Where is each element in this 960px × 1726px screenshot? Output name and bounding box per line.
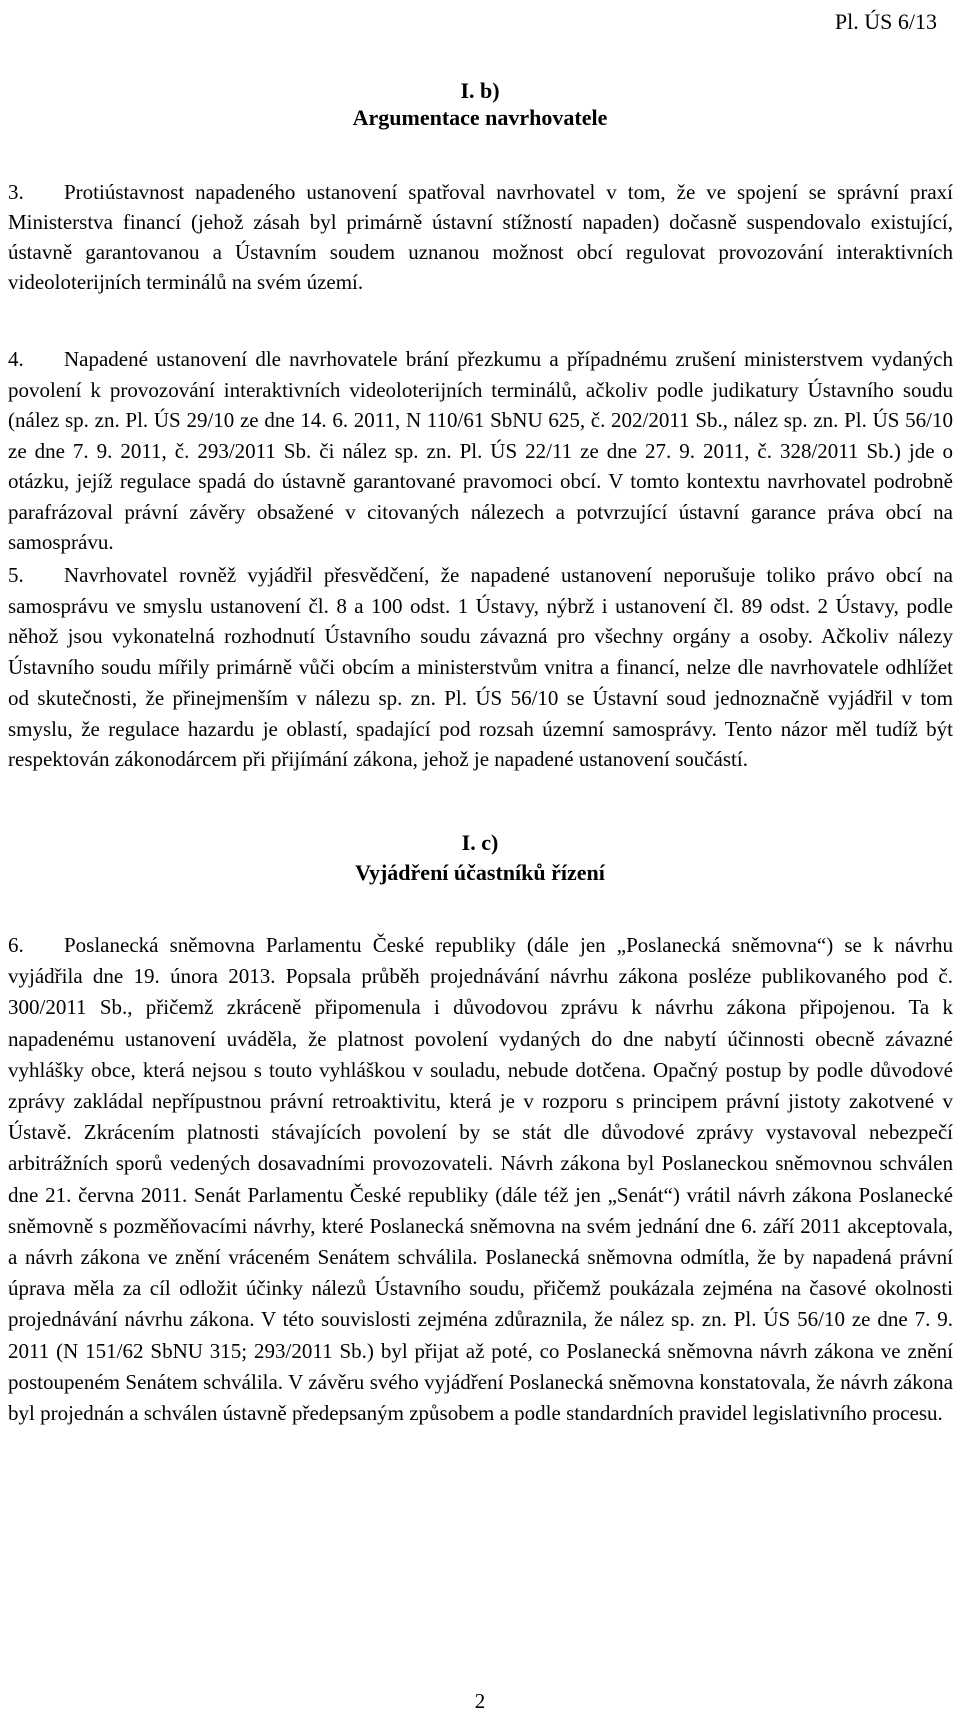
paragraph-number: 6. <box>8 933 24 957</box>
section-c-number: I. c) <box>461 830 499 855</box>
paragraph-text: Navrhovatel rovněž vyjádřil přesvědčení, že napadené ustanovení neporušuje toliko právo obcí na samosprávu ve smyslu ustanovení čl. 8 a 100 odst. 1 Ústavy, nýbrž i ustanovení čl. 89 odst. 2 Ústavy, podle něhož jsou vykonatelná rozhodnutí Ústavního soudu závazná pro všechny orgány a osoby. Ačkoliv nálezy Ústavního soudu mířily primárně vůči obcím a ministerstvům vnitra a financí, nelze dle navrhovatele odhlížet od skutečnosti, že přinejmenším v nálezu sp. zn. Pl. ÚS 56/10 se Ústavní soud jednoznačně vyjádřil v tom smyslu, že regulace hazardu je oblastí, spadající pod rozsah územní samosprávy. Tento názor měl tudíž být respektován zákonodárcem při přijímání zákona, jehož je napadené ustanovení součástí. <box>8 563 953 772</box>
paragraph-text: Protiústavnost napadeného ustanovení spatřoval navrhovatel v tom, že ve spojení se správní praxí Ministerstva financí (jehož zásah byl primárně ústavní stížností napaden) dočasně suspendovalo existující, ústavně garantovanou a Ústavním soudem uznanou možnost obcí regulovat provozování interaktivních videoloterijních terminálů na svém území. <box>8 180 953 294</box>
paragraph-text: Napadené ustanovení dle navrhovatele brání přezkumu a případnému zrušení ministerstvem vydaných povolení k provozování interaktivních videoloterijních terminálů, ačkoliv podle judikatury Ústavního soudu (nález sp. zn. Pl. ÚS 29/10 ze dne 14. 6. 2011, N 110/61 SbNU 625, č. 202/2011 Sb., nález sp. zn. Pl. ÚS 56/10 ze dne 7. 9. 2011, č. 293/2011 Sb. či nález sp. zn. Pl. ÚS 22/11 ze dne 27. 9. 2011, č. 328/2011 Sb.) jde o otázku, jejíž regulace spadá do ústavně garantované pravomoci obcí. V tomto kontextu navrhovatel podrobně parafrázoval právní závěry obsažené v citovaných nálezech a potvrzující ústavní garance práva obcí na samosprávu. <box>8 347 953 554</box>
paragraph-5 <box>8 560 953 775</box>
paragraph-4 <box>8 344 953 558</box>
paragraph-text: Poslanecká sněmovna Parlamentu České republiky (dále jen „Poslanecká sněmovna“) se k návrhu vyjádřila dne 19. února 2013. Popsala průběh projednávání návrhu zákona posléze publikovaného pod č. 300/2011 Sb., přičemž zkráceně připomenula i důvodovou zprávu k návrhu zákona připojenou. Ta k napadenému ustanovení uváděla, že platnost povolení vydaných do dne nabytí účinnosti obecně závazné vyhlášky obce, která nejsou s touto vyhláškou v souladu, nebude dotčena. Opačný postup by podle důvodové zprávy zakládal nepřípustnou právní retroaktivitu, která je v rozporu s principem právní jistoty zakotvené v Ústavě. Zkrácením platnosti stávajících povolení by se stát dle důvodové zprávy vystavoval nebezpečí arbitrážních sporů vedených dosavadními provozovateli. Návrh zákona byl Poslaneckou sněmovnou schválen dne 21. června 2011. Senát Parlamentu České republiky (dále též jen „Senát“) vrátil návrh zákona Poslanecké sněmovně s pozměňovacími návrhy, které Poslanecká sněmovna na svém jednání dne 6. září 2011 akceptovala, a návrh zákona ve znění vráceném Senátem schválila. Poslanecká sněmovna odmítla, že by napadená právní úprava měla za cíl odložit účinky nálezů Ústavního soudu, přičemž poukázala zejména na časové okolnosti projednávání návrhu zákona. V této souvislosti zejména zdůraznila, že nález sp. zn. Pl. ÚS 56/10 ze dne 7. 9. 2011 (N 151/62 SbNU 315; 293/2011 Sb.) byl přijat až poté, co Poslanecká sněmovna návrh zákona ve znění postoupeném Senátem schválila. V závěru svého vyjádření Poslanecká sněmovna konstatovala, že návrh zákona byl projednán a schválen ústavně předepsaným způsobem a podle standardních pravidel legislativního procesu. <box>8 933 953 1426</box>
paragraph-number: 5. <box>8 563 24 587</box>
section-c-title: Vyjádření účastníků řízení <box>355 860 605 885</box>
section-b-title: Argumentace navrhovatele <box>352 105 608 130</box>
page-number: 2 <box>474 1689 486 1713</box>
paragraph-number: 3. <box>8 180 24 204</box>
paragraph-6 <box>8 930 953 1429</box>
paragraph-3 <box>8 177 953 297</box>
case-reference: Pl. ÚS 6/13 <box>834 9 937 34</box>
section-b-number: I. b) <box>460 78 500 103</box>
paragraph-number: 4. <box>8 347 24 371</box>
